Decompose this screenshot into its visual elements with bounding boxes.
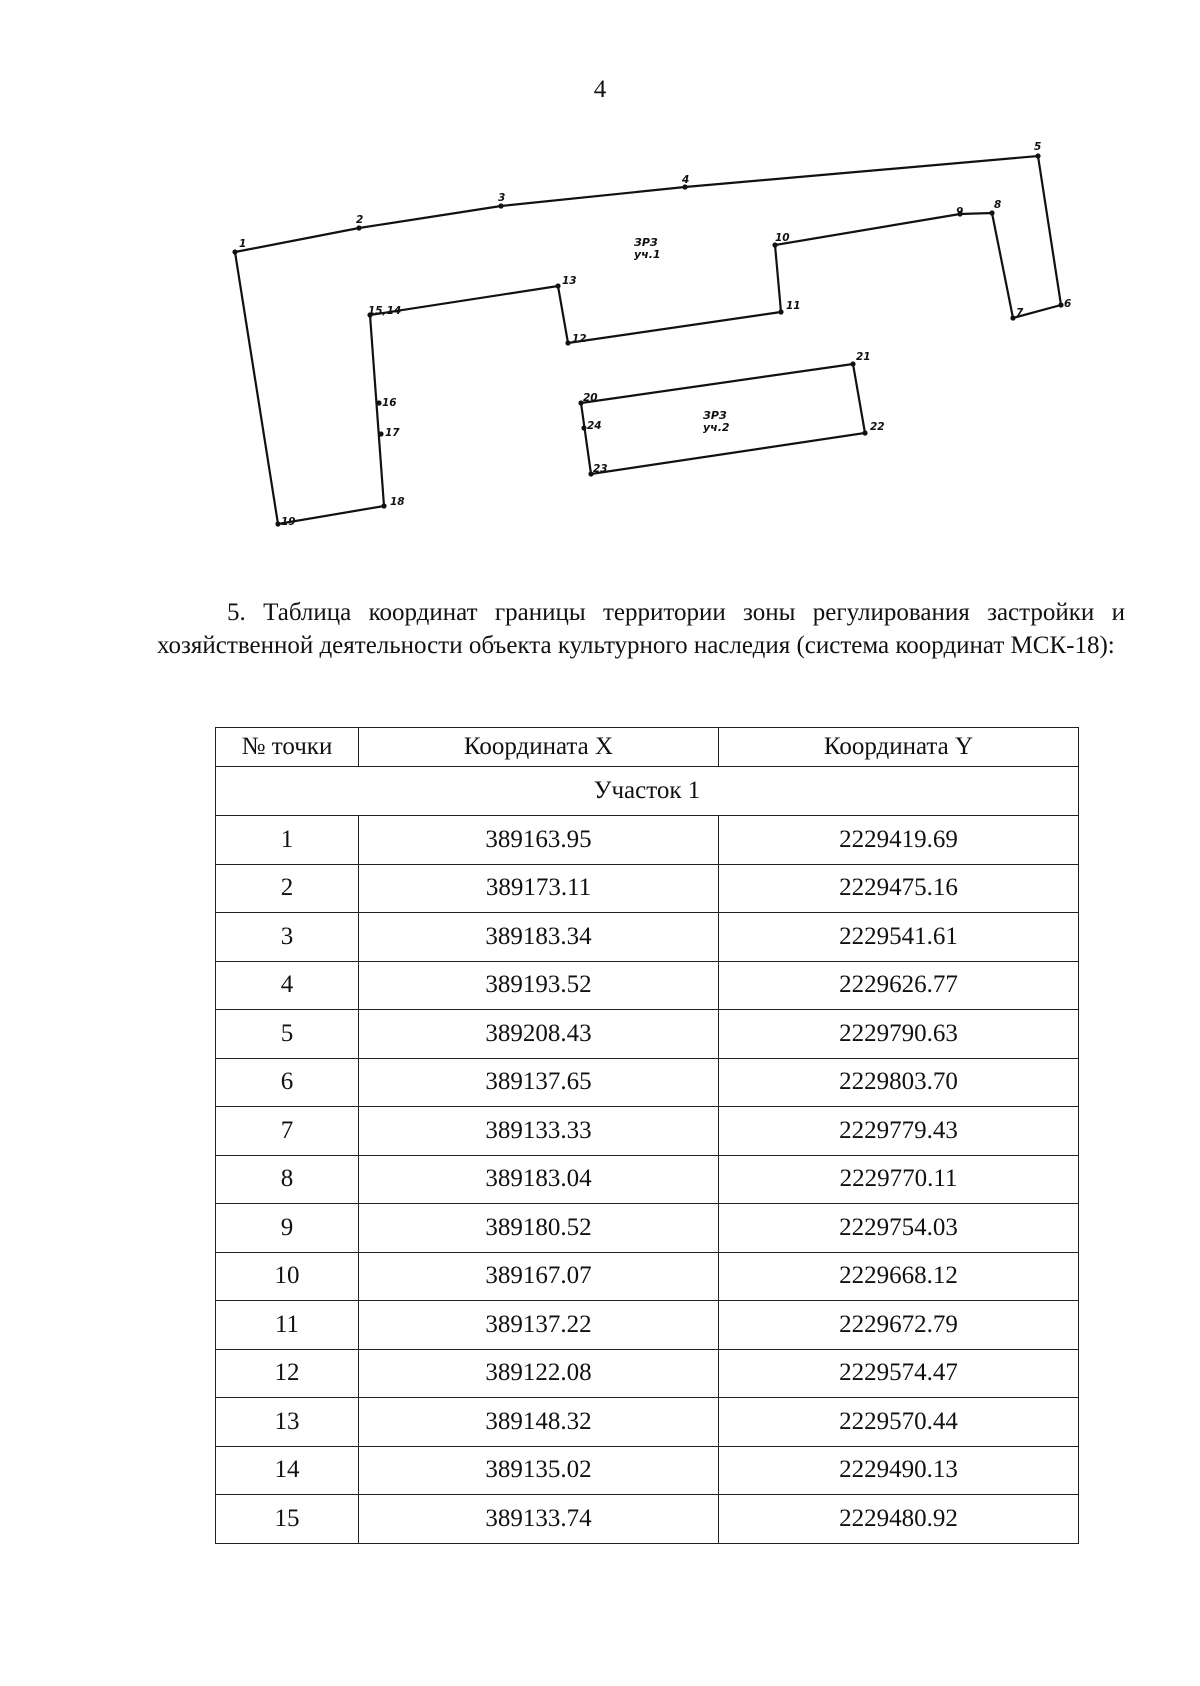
- table-row: [216, 1398, 1079, 1447]
- zone-code-label: ЗРЗ: [634, 236, 658, 249]
- cell-coordinate-x: 389183.04: [359, 1155, 719, 1204]
- vertex-label: 9: [956, 206, 964, 218]
- vertex-label: 7: [1016, 307, 1024, 319]
- table-row: [216, 1301, 1079, 1350]
- cell-coordinate-x: 389133.74: [359, 1495, 719, 1544]
- vertex-label: 20: [583, 392, 598, 404]
- table-row: [216, 1252, 1079, 1301]
- vertex-point: [581, 425, 586, 430]
- vertex-label: 2: [356, 214, 364, 226]
- cell-coordinate-y: 2229475.16: [719, 864, 1079, 913]
- cell-coordinate-x: 389193.52: [359, 961, 719, 1010]
- header-coordinate-y: Координата Y: [719, 728, 1079, 767]
- table-intro-text: 5. Таблица координат границы территории зоны регулирования застройки и хозяйственной деятельности объекта культурного наследия (система координат МСК-18):: [157, 599, 1125, 659]
- table-row: [216, 816, 1079, 865]
- vertex-label: 3: [498, 192, 506, 204]
- cell-coordinate-y: 2229480.92: [719, 1495, 1079, 1544]
- vertex-label: 21: [856, 351, 871, 363]
- cell-coordinate-y: 2229672.79: [719, 1301, 1079, 1350]
- section-row: [216, 767, 1079, 816]
- vertex-label: 18: [390, 496, 405, 508]
- cell-point-number: 8: [216, 1155, 359, 1204]
- table-row: [216, 1349, 1079, 1398]
- page-number: 4: [593, 76, 607, 103]
- cell-coordinate-y: 2229570.44: [719, 1398, 1079, 1447]
- table-row: [216, 1010, 1079, 1059]
- vertex-point: [275, 521, 280, 526]
- cell-point-number: 13: [216, 1398, 359, 1447]
- cell-coordinate-x: 389148.32: [359, 1398, 719, 1447]
- cell-point-number: 3: [216, 913, 359, 962]
- zone-plot-label: уч.1: [634, 248, 661, 261]
- table-row: [216, 1446, 1079, 1495]
- cell-point-number: 15: [216, 1495, 359, 1544]
- vertex-label: 22: [870, 421, 885, 433]
- table-row: [216, 913, 1079, 962]
- cell-coordinate-x: 389183.34: [359, 913, 719, 962]
- vertex-point: [565, 340, 570, 345]
- vertex-label: 16: [382, 397, 397, 409]
- vertex-point: [862, 430, 867, 435]
- vertex-point: [1010, 315, 1015, 320]
- cell-coordinate-y: 2229803.70: [719, 1058, 1079, 1107]
- vertex-point: [555, 283, 560, 288]
- table-row: [216, 1204, 1079, 1253]
- cell-point-number: 14: [216, 1446, 359, 1495]
- vertex-point: [232, 249, 237, 254]
- table-row: [216, 1155, 1079, 1204]
- cell-coordinate-x: 389135.02: [359, 1446, 719, 1495]
- vertex-point: [1035, 153, 1040, 158]
- vertex-label: 4: [682, 174, 690, 186]
- table-row: [216, 961, 1079, 1010]
- cell-coordinate-y: 2229790.63: [719, 1010, 1079, 1059]
- zone-plot-label: уч.2: [703, 421, 730, 434]
- cell-coordinate-y: 2229574.47: [719, 1349, 1079, 1398]
- cell-point-number: 7: [216, 1107, 359, 1156]
- vertex-label: 11: [786, 300, 801, 312]
- vertex-point: [850, 361, 855, 366]
- cell-coordinate-y: 2229770.11: [719, 1155, 1079, 1204]
- cell-point-number: 11: [216, 1301, 359, 1350]
- zone-code-label: ЗРЗ: [703, 409, 727, 422]
- cell-point-number: 6: [216, 1058, 359, 1107]
- vertex-label: 5: [1034, 141, 1042, 153]
- vertex-label: 23: [593, 463, 608, 475]
- cell-coordinate-x: 389137.65: [359, 1058, 719, 1107]
- cell-coordinate-y: 2229668.12: [719, 1252, 1079, 1301]
- cell-coordinate-x: 389167.07: [359, 1252, 719, 1301]
- vertex-point: [376, 400, 381, 405]
- vertex-point: [1058, 302, 1063, 307]
- vertex-label: 15,14: [368, 305, 402, 317]
- cell-coordinate-x: 389180.52: [359, 1204, 719, 1253]
- cell-coordinate-x: 389122.08: [359, 1349, 719, 1398]
- cell-point-number: 1: [216, 816, 359, 865]
- cell-coordinate-y: 2229490.13: [719, 1446, 1079, 1495]
- cell-coordinate-x: 389163.95: [359, 816, 719, 865]
- cell-point-number: 4: [216, 961, 359, 1010]
- section-title: Участок 1: [216, 767, 1079, 816]
- vertex-point: [498, 203, 503, 208]
- cell-coordinate-x: 389173.11: [359, 864, 719, 913]
- vertex-label: 1: [239, 238, 247, 250]
- vertex-label: 6: [1064, 298, 1072, 310]
- vertex-label: 24: [587, 420, 602, 432]
- vertex-label: 12: [572, 333, 587, 345]
- vertex-point: [378, 431, 383, 436]
- plot-1-boundary: [235, 156, 1061, 524]
- header-point-number: № точки: [216, 728, 359, 767]
- table-row: [216, 1495, 1079, 1544]
- cell-coordinate-y: 2229541.61: [719, 913, 1079, 962]
- vertex-point: [356, 225, 361, 230]
- cell-point-number: 9: [216, 1204, 359, 1253]
- vertex-label: 13: [562, 275, 577, 287]
- cell-coordinate-x: 389137.22: [359, 1301, 719, 1350]
- cell-coordinate-x: 389133.33: [359, 1107, 719, 1156]
- cell-coordinate-x: 389208.43: [359, 1010, 719, 1059]
- vertex-point: [381, 503, 386, 508]
- vertex-label: 17: [385, 427, 400, 439]
- table-row: [216, 1107, 1079, 1156]
- cell-coordinate-y: 2229779.43: [719, 1107, 1079, 1156]
- vertex-label: 10: [775, 232, 790, 244]
- table-intro-paragraph: [157, 596, 1125, 662]
- cell-coordinate-y: 2229754.03: [719, 1204, 1079, 1253]
- cell-point-number: 5: [216, 1010, 359, 1059]
- cell-point-number: 10: [216, 1252, 359, 1301]
- table-header-row: [216, 728, 1079, 767]
- cell-point-number: 2: [216, 864, 359, 913]
- vertex-label: 8: [994, 199, 1002, 211]
- vertex-point: [778, 309, 783, 314]
- table-row: [216, 864, 1079, 913]
- table-row: [216, 1058, 1079, 1107]
- vertex-point: [989, 210, 994, 215]
- cell-coordinate-y: 2229419.69: [719, 816, 1079, 865]
- boundary-plan-drawing: [0, 130, 1200, 550]
- cell-point-number: 12: [216, 1349, 359, 1398]
- cell-coordinate-y: 2229626.77: [719, 961, 1079, 1010]
- coordinates-table: [215, 727, 1079, 1544]
- vertex-label: 19: [281, 516, 296, 528]
- header-coordinate-x: Координата X: [359, 728, 719, 767]
